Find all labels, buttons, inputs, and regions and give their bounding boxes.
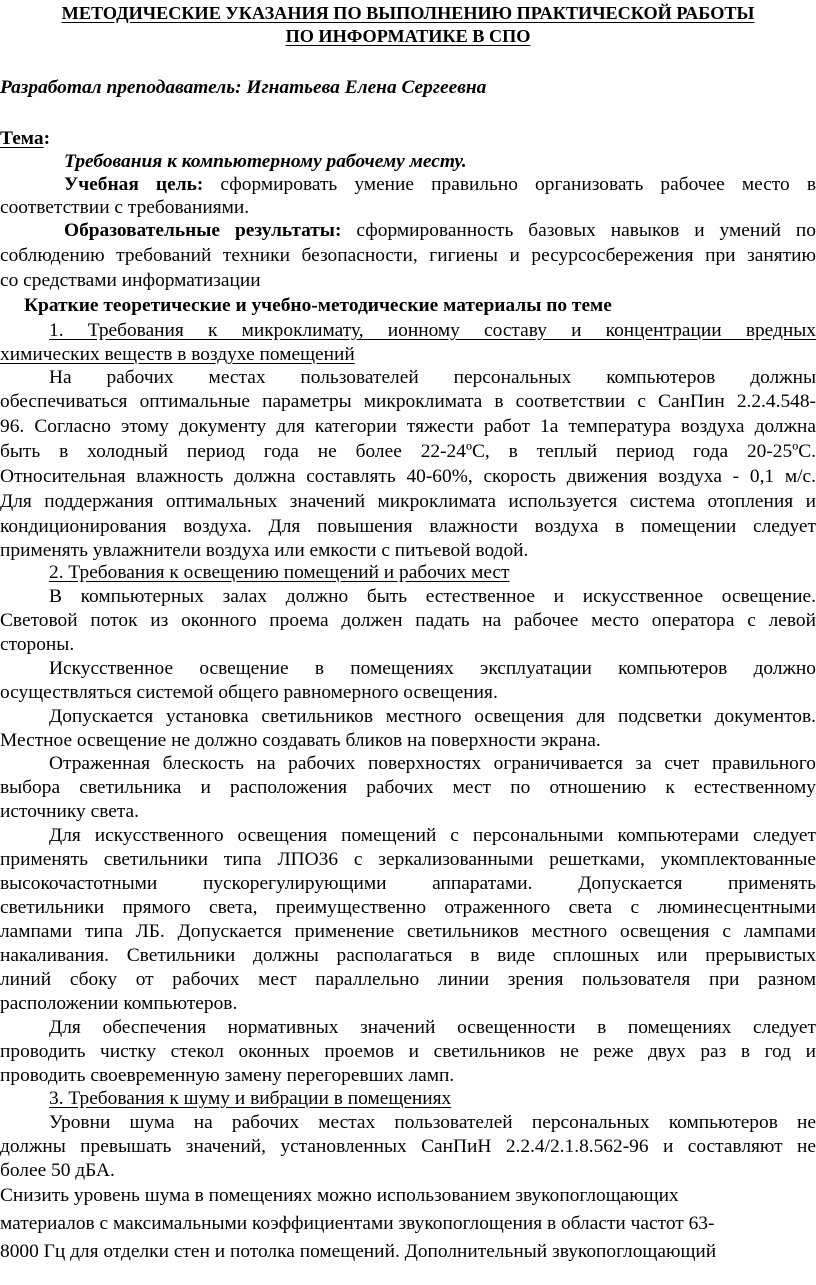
section2-line: Отраженная блескость на рабочих поверхностях ограничивается за счет правильного — [49, 753, 816, 774]
section2-line: лампами типа ЛБ. Допускается применение светильников местного освещения с лампами — [0, 921, 816, 942]
section3-line: материалов с максимальными коэффициентами звукопоглощения в области частот 63- — [0, 1213, 715, 1234]
section1-line: кондиционирования воздуха. Для повышения влажности воздуха в помещении следует — [0, 516, 816, 537]
section2-line: выбора светильника и расположения рабочих мест по отношению к естественному — [0, 777, 816, 798]
topic-text: Требования к компьютерному рабочему месту. — [64, 151, 467, 172]
results-line-3: со средствами информатизации — [0, 270, 261, 291]
document-title-line-2: ПО ИНФОРМАТИКЕ В СПО — [285, 26, 531, 46]
topic-label-line — [0, 127, 816, 150]
results-label: Образовательные результаты: — [64, 220, 342, 241]
section2-line: Искусственное освещение в помещениях эксплуатации компьютеров должно — [49, 658, 816, 679]
goal-text-1: сформировать умение правильно организовать рабочее место в — [203, 174, 816, 195]
section3-line: более 50 дБА. — [0, 1160, 115, 1181]
section1-heading-line-1: 1. Требования к микроклимату, ионному составу и концентрации вредных — [49, 320, 816, 341]
section3-line: Снизить уровень шума в помещениях можно использованием звукопоглощающих — [0, 1185, 679, 1206]
section2-line: Местное освещение не должно создавать бликов на поверхности экрана. — [0, 730, 601, 751]
section1-line: Относительная влажность должна составлять 40-60%, скорость движения воздуха - 0,1 м/с. — [0, 466, 816, 487]
section2-line: Световой поток из оконного проема должен падать на рабочее место оператора с левой — [0, 610, 816, 631]
section2-line: светильники прямого света, преимущественно отраженного света с люминесцентными — [0, 897, 816, 918]
section2-line: источнику света. — [0, 801, 140, 822]
goal-line-2: соответствии с требованиями. — [0, 197, 250, 218]
section2-line: Для искусственного освещения помещений с персональными компьютерами следует — [49, 825, 816, 846]
section1-line: На рабочих местах пользователей персональных компьютеров должны — [49, 367, 816, 388]
section2-line: применять светильники типа ЛПО36 с зеркализованными решетками, укомплектованные — [0, 849, 816, 870]
section2-line: накаливания. Светильники должны располагаться в виде сплошных или прерывистых — [0, 945, 816, 966]
results-line-1 — [0, 219, 816, 242]
section2-line: высокочастотными пускорегулирующими аппаратами. Допускается применять — [0, 873, 816, 894]
section3-line: должны превышать значений, установленных СанПиН 2.2.4/2.1.8.562-96 и составляют не — [0, 1136, 816, 1157]
section2-line: Допускается установка светильников местного освещения для подсветки документов. — [49, 706, 816, 727]
section3-line: Уровни шума на рабочих местах пользователей персональных компьютеров не — [49, 1112, 816, 1133]
topic-colon: : — [43, 128, 51, 149]
section2-line: В компьютерных залах должно быть естественное и искусственное освещение. — [49, 586, 816, 607]
section2-line: Для обеспечения нормативных значений освещенности в помещениях следует — [49, 1017, 816, 1038]
goal-line-1 — [0, 173, 816, 196]
results-text-1: сформированность базовых навыков и умений по — [341, 220, 816, 241]
section1-line: Для поддержания оптимальных значений микроклимата используется система отопления и — [0, 491, 816, 512]
section2-line: проводить своевременную замену перегоревших ламп. — [0, 1065, 455, 1086]
section1-line: 96. Согласно этому документу для категории тяжести работ 1а температура воздуха должна — [0, 416, 816, 437]
section2-line: стороны. — [0, 634, 75, 655]
topic-label: Тема — [0, 128, 44, 149]
section2-line: проводить чистку стекол оконных проемов и светильников не реже двух раз в год и — [0, 1041, 816, 1062]
section3-line: 8000 Гц для отделки стен и потолка помещений. Дополнительный звукопоглощающий — [0, 1241, 717, 1262]
section1-heading-line-2: химических веществ в воздухе помещений — [0, 344, 355, 365]
section3-heading: 3. Требования к шуму и вибрации в помещениях — [49, 1088, 452, 1109]
section2-line: расположении компьютеров. — [0, 993, 238, 1014]
section1-line: обеспечиваться оптимальные параметры микроклимата в соответствии с СанПин 2.2.4.548- — [0, 391, 816, 412]
results-line-2: соблюдению требований техники безопасности, гигиены и ресурсосбережения при занятию — [0, 245, 816, 266]
goal-label: Учебная цель: — [64, 174, 204, 195]
section2-heading: 2. Требования к освещению помещений и рабочих мест — [49, 562, 510, 583]
author-line: Разработал преподаватель: Игнатьева Елена Сергеевна — [0, 77, 487, 98]
document-title-line-1: МЕТОДИЧЕСКИЕ УКАЗАНИЯ ПО ВЫПОЛНЕНИЮ ПРАКТИЧЕСКОЙ РАБОТЫ — [61, 3, 755, 23]
section1-line: применять увлажнители воздуха или емкости с питьевой водой. — [0, 540, 529, 561]
materials-heading: Краткие теоретические и учебно-методические материалы по теме — [24, 295, 612, 316]
section1-line: быть в холодный период года не более 22-24ºС, в теплый период года 20-25ºС. — [0, 441, 816, 462]
section2-line: осуществляться системой общего равномерного освещения. — [0, 682, 498, 703]
section2-line: линий сбоку от рабочих мест параллельно линии зрения пользователя при разном — [0, 969, 816, 990]
